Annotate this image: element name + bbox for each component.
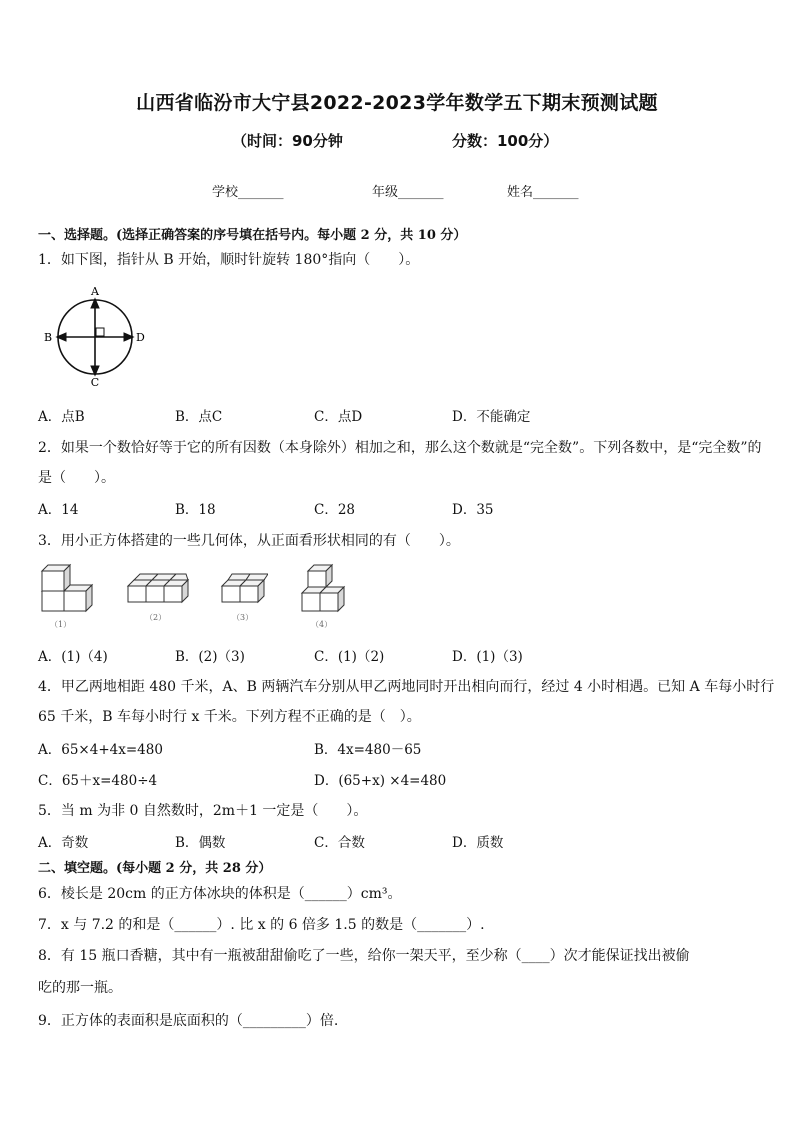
q5-option-c[interactable]: C．合数 [314,835,365,851]
cube-figure-1 [38,563,100,615]
question-2-line-1: 2．如果一个数恰好等于它的所有因数（本身除外）相加之和，那么这个数就是“完全数”。下列各数中，是“完全数”的 [38,440,762,456]
q4-option-c[interactable]: C．65＋x=480÷4 [38,773,158,789]
figure-caption-2: （2） [145,613,167,622]
figure-caption-1: （1） [50,620,72,629]
label-b: B [44,331,53,344]
q1-option-b[interactable]: B．点C [175,409,223,425]
figure-caption-4: （4） [311,620,333,629]
q3-option-a[interactable]: A．(1)（4) [38,649,108,665]
question-7: 7．x 与 7.2 的和是（______）. 比 x 的 6 倍多 1.5 的数是（_______）. [38,917,485,933]
q1-option-a[interactable]: A．点B [38,409,85,425]
section-heading-fill: 二、填空题。(每小题 2 分，共 28 分） [38,861,272,876]
q2-option-a[interactable]: A．14 [38,502,79,518]
question-4-line-1: 4．甲乙两地相距 480 千米，A、B 两辆汽车分别从甲乙两地同时开出相向而行，经过 4 小时相遇。已知 A 车每小时行 [38,679,775,695]
q4-option-a[interactable]: A．65×4+4x=480 [38,742,163,758]
cube-figure-3 [218,572,268,608]
q3-option-b[interactable]: B．(2)（3) [175,649,245,665]
q4-option-d[interactable]: D．(65+x) ×4=480 [314,773,447,789]
q2-option-b[interactable]: B．18 [175,502,216,518]
section-heading-choice: 一、选择题。(选择正确答案的序号填在括号内。每小题 2 分，共 10 分） [38,228,467,243]
exam-score: 分数：100分） [452,132,559,150]
q5-option-a[interactable]: A．奇数 [38,835,89,851]
figure-caption-3: （3） [232,613,254,622]
q5-option-b[interactable]: B．偶数 [175,835,226,851]
question-3: 3．用小正方体搭建的一些几何体，从正面看形状相同的有（ ）。 [38,533,460,549]
label-c: C [90,376,100,389]
q1-option-c[interactable]: C．点D [314,409,363,425]
question-6: 6．棱长是 20cm 的正方体冰块的体积是（______）cm³。 [38,886,402,902]
q3-option-c[interactable]: C．(1)（2) [314,649,385,665]
exam-time: （时间：90分钟 [232,132,343,150]
question-8-line-1: 8．有 15 瓶口香糖，其中有一瓶被甜甜偷吃了一些，给你一架天平，至少称（____）次才能保证找出被偷 [38,948,690,964]
question-9: 9．正方体的表面积是底面积的（_________）倍. [38,1013,339,1029]
question-4-line-2: 65 千米，B 车每小时行 x 千米。下列方程不正确的是（ ）。 [38,709,421,725]
page-title: 山西省临汾市大宁县2022-2023学年数学五下期末预测试题 [136,92,658,114]
label-d: D [136,331,145,344]
question-5: 5．当 m 为非 0 自然数时，2m＋1 一定是（ ）。 [38,803,368,819]
cube-figure-2 [124,572,190,608]
cube-figure-4 [298,563,352,615]
q2-option-c[interactable]: C．28 [314,502,356,518]
clock-figure [38,282,152,390]
q4-option-b[interactable]: B．4x=480－65 [314,742,422,758]
label-a: A [91,285,99,298]
question-8-line-2: 吃的那一瓶。 [38,980,122,996]
question-1: 1．如下图，指针从 B 开始，顺时针旋转 180°指向（ ）。 [38,252,420,268]
question-2-line-2: 是（ ）。 [38,470,115,486]
q5-option-d[interactable]: D．质数 [452,835,504,851]
right-angle-mark [96,328,104,336]
q3-option-d[interactable]: D．(1)（3) [452,649,523,665]
q2-option-d[interactable]: D．35 [452,502,494,518]
q1-option-d[interactable]: D．不能确定 [452,409,531,425]
school-field[interactable]: 学校_______ [212,185,284,200]
grade-field[interactable]: 年级_______ [372,185,444,200]
name-field[interactable]: 姓名_______ [507,185,579,200]
